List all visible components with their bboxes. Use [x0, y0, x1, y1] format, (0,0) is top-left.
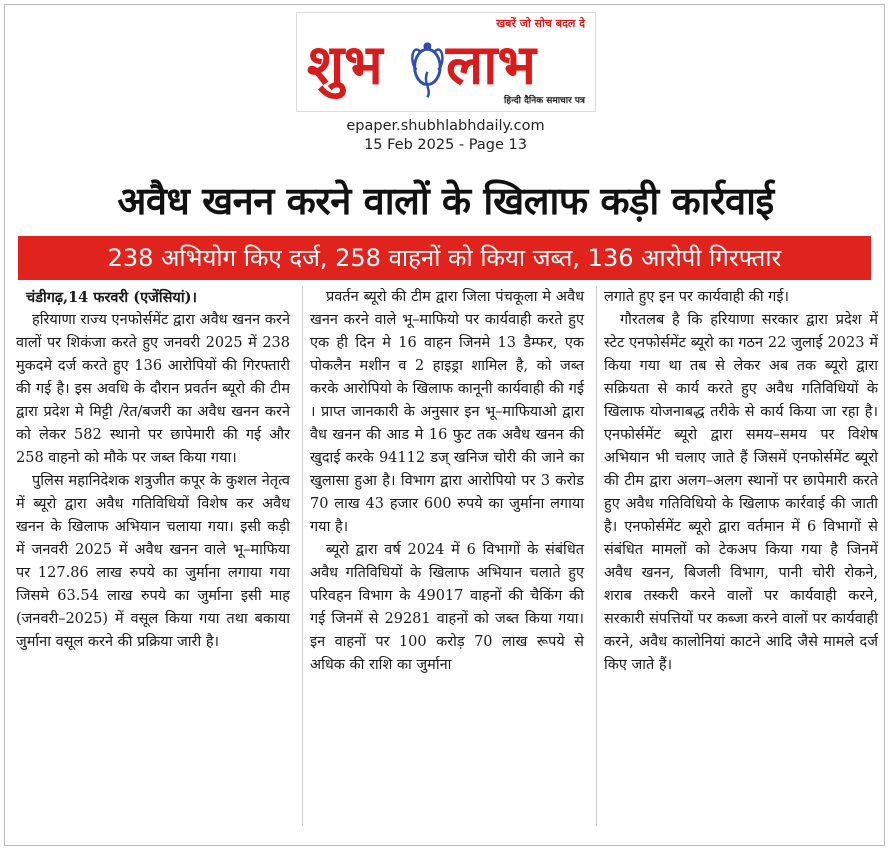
paragraph: ब्यूरो द्वारा वर्ष 2024 में 6 विभागों के संबंधित अवैध गतिविधियों के खिलाफ अभियान चलाते हुए परिवहन विभाग के 49017 वाहनों की चैकिंग की गई जिनमें से 29281 वाहनों को जब्त किया गया। इन वाहनों पर 100 करोड़ 70 लाख रूपये से अधिक की राशि का जुर्माना [310, 542, 584, 673]
paragraph: हरियाणा राज्य एनफोर्समेंट द्वारा अवैध खनन करने वालों पर शिकंजा करते हुए जनवरी 2025 में 238 मुकदमे दर्ज करते हुए 136 आरोपियों की गिरफ्तारी की गई है। इस अवधि के दौरान प्रवर्तन ब्यूरो की टीम द्वारा प्रदेश मे मिट्टी /रेत/बजरी का अवैध खनन करने को लेकर 582 स्थानो पर छापेमारी की गई और 258 वाहनो को मौके पर जब्त किया गया। [16, 312, 290, 466]
ganesha-icon [412, 42, 442, 97]
article-column-2 [310, 286, 584, 841]
article-body [16, 286, 876, 841]
article-dateline: चंडीगढ़,14 फरवरी (एजेंसियां)। [26, 289, 197, 306]
article-column-1 [16, 286, 290, 841]
paragraph: गौरतलब है कि हरियाणा सरकार द्वारा प्रदेश में स्टेट एनफोर्समेंट ब्यूरो का गठन 22 जुलाई 2023 में किया गया था तब से लेकर अब तक ब्यूरो द्वारा सक्रियता से कार्य करते हुए अवैध गतिविधियों के खिलाफ योजनाबद्ध तरीके से कार्य किया जा रहा है। एनफोर्समेंट ब्यूरो द्वारा समय–समय पर विशेष अभियान भी चलाए जाते हैं जिसमें एनफोर्समेंट ब्यूरो की टीम द्वारा अलग–अलग स्थानों पर छापेमारी करते हुए अवैध गतिविधियो के खिलाफ कार्रवाई की जाती है। एनफोर्समेंट ब्यूरो द्वारा वर्तमान में 6 विभागों से संबंधित मामलों को टेकअप किया गया है जिनमें अवैध खनन, बिजली विभाग, पानी चोरी रोकने, शराब तस्करी करने वालों पर कार्यवाही करने, सरकारी संपत्तियों पर कब्जा करने वालों पर कार्यवाही करने, अवैध कालोनियां काटने आदि जैसे मामले दर्ज किए जाते हैं। [604, 312, 878, 673]
source-date-page: 15 Feb 2025 - Page 13 [364, 137, 527, 153]
paragraph: लगाते हुए इन पर कार्यवाही की गई। [604, 289, 789, 305]
masthead-tagline: खबरें जो सोच बदल दे [496, 17, 585, 30]
source-url: epaper.shubhlabhdaily.com [346, 118, 545, 134]
article-headline: अवैध खनन करने वालों के खिलाफ कड़ी कार्रवाई [117, 179, 774, 223]
logo-text-right: लाभ [446, 32, 536, 97]
article-subheadline: 238 अभियोग किए दर्ज, 258 वाहनों को किया जब्त, 136 आरोपी गिरफ्तार [18, 236, 871, 280]
column-divider [596, 286, 597, 826]
masthead-subtitle: हिन्दी दैनिक समाचार पत्र [503, 96, 585, 106]
column-divider [302, 286, 303, 826]
article-column-3 [604, 286, 878, 841]
logo-text-left: शुभ [306, 32, 383, 97]
paragraph: प्रवर्तन ब्यूरो की टीम द्वारा जिला पंचकूला मे अवैध खनन करने वाले भू–माफियो पर कार्यवाही करते हुए एक ही दिन मे 16 वाहन जिनमे 13 डैम्फर, एक पोकलैन मशीन व 2 हाइड्रा शामिल है, को जब्त करके आरोपियो के खिलाफ कानूनी कार्यवाही की गई । प्राप्त जानकारी के अनुसार इन भू–माफियाओ द्वारा वैध खनन की आड मे 16 फुट तक अवैध खनन की खुदाई करके 94112 डज् खनिज चोरी की जाने का खुलासा हुआ है। विभाग द्वारा आरोपियो पर 3 करोड 70 लाख 43 हजार 600 रुपये का जुर्माना लगाया गया है। [310, 289, 584, 535]
masthead [296, 12, 596, 112]
paragraph: पुलिस महानिदेशक शत्रुजीत कपूर के कुशल नेतृत्व में ब्यूरो द्वारा अवैध गतिविधियों विशेष कर अवैध खनन के खिलाफ अभियान चलाया गया। इसी कड़ी में जनवरी 2025 में अवैध खनन वाले भू–माफिया पर 127.86 लाख रुपये का जुर्माना लगाया गया जिसमे 63.54 लाख रुपये का जुर्माना इसी माह (जनवरी–2025) में वसूल किया गया तथा बकाया जुर्माना वसूल करने की प्रक्रिया जारी है। [16, 473, 290, 650]
